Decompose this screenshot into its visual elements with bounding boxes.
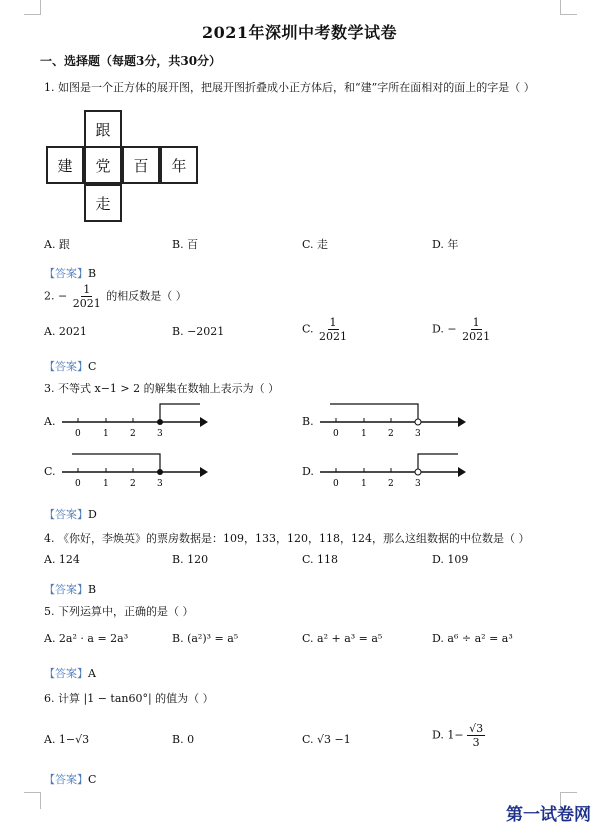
- q2-answer: [44, 355, 96, 374]
- answer-tag: 【答案】: [44, 773, 88, 786]
- q4-answer: [44, 578, 96, 597]
- tick-2: 2: [388, 429, 394, 439]
- q2-frac-num: 1: [83, 283, 91, 296]
- net-cell-zou: 走: [84, 184, 122, 222]
- answer-value: C: [88, 773, 97, 786]
- q2-option-c[interactable]: [302, 316, 349, 343]
- q3-label-d[interactable]: D.: [302, 465, 314, 478]
- q2-c-num: 1: [329, 316, 337, 329]
- net-cell-gen: 跟: [84, 110, 122, 148]
- q2-option-d[interactable]: [432, 316, 492, 343]
- q2-c-den: 2021: [319, 330, 348, 343]
- q6-option-d-fraction: [467, 722, 485, 749]
- q5-option-d[interactable]: D. a⁶ ÷ a² = a³: [432, 632, 513, 645]
- q6-d-num: √3: [469, 722, 484, 735]
- corner-mark-bottom-left: [24, 792, 41, 809]
- q2-option-c-label: C.: [302, 322, 314, 336]
- section-heading: 一、选择题（每题3分，共30分）: [40, 54, 222, 68]
- tick-3: 3: [415, 429, 421, 439]
- q1-option-a[interactable]: A. 跟: [44, 238, 70, 251]
- q1-option-d[interactable]: D. 年: [432, 238, 459, 251]
- answer-value: B: [88, 267, 97, 280]
- answer-value: A: [88, 667, 96, 680]
- q2-option-a[interactable]: A. 2021: [44, 325, 87, 338]
- q4-option-d[interactable]: D. 109: [432, 553, 469, 566]
- page-title: 2021年深圳中考数学试卷: [201, 23, 398, 42]
- tick-1: 1: [361, 429, 367, 439]
- answer-value: D: [88, 508, 97, 521]
- q6-option-d[interactable]: [432, 722, 485, 749]
- number-line-b: [318, 400, 468, 440]
- tick-0: 0: [75, 429, 81, 439]
- q3-label-c[interactable]: C.: [44, 465, 56, 478]
- question-5-text: 5. 下列运算中，正确的是（ ）: [44, 605, 194, 618]
- tick-3: 3: [415, 479, 421, 489]
- q4-option-c[interactable]: C. 118: [302, 553, 339, 566]
- q5-answer: [44, 662, 96, 681]
- site-watermark: 第一试卷网: [506, 805, 591, 825]
- q2-d-den: 2021: [462, 330, 491, 343]
- question-6-text: 6. 计算 |1 − tan60°| 的值为（ ）: [44, 692, 214, 705]
- q6-option-c[interactable]: C. √3 −1: [302, 733, 351, 746]
- q6-option-d-label: D. 1−: [432, 728, 464, 742]
- corner-mark-top-right: [560, 0, 577, 15]
- question-1-text: 1. 如图是一个正方体的展开图，把展开图折叠成小正方体后，和“建”字所在面相对的面上的字是（ ）: [44, 81, 535, 94]
- q2-option-c-fraction: [317, 316, 349, 343]
- q4-option-a[interactable]: A. 124: [44, 553, 80, 566]
- tick-1: 1: [103, 429, 109, 439]
- q2-fraction: [71, 283, 103, 310]
- q2-prefix: 2. −: [44, 289, 68, 303]
- q2-suffix: 的相反数是（ ）: [106, 289, 187, 303]
- tick-2: 2: [130, 479, 136, 489]
- tick-3: 3: [157, 479, 163, 489]
- answer-tag: 【答案】: [44, 583, 88, 596]
- q5-option-b[interactable]: B. (a²)³ = a⁵: [172, 632, 239, 645]
- q5-option-a[interactable]: A. 2a² · a = 2a³: [44, 632, 129, 645]
- answer-value: B: [88, 583, 97, 596]
- q3-label-a[interactable]: A.: [44, 415, 56, 428]
- q6-option-b[interactable]: B. 0: [172, 733, 195, 746]
- q2-d-num: 1: [472, 316, 480, 329]
- question-2-text: [44, 283, 187, 310]
- q3-label-b[interactable]: B.: [302, 415, 314, 428]
- tick-1: 1: [361, 479, 367, 489]
- answer-tag: 【答案】: [44, 508, 88, 521]
- q6-option-a[interactable]: A. 1−√3: [44, 733, 90, 746]
- tick-2: 2: [130, 429, 136, 439]
- net-cell-bai: 百: [122, 146, 160, 184]
- q3-answer: [44, 503, 97, 522]
- net-cell-dang: 党: [84, 146, 122, 184]
- question-4-text: 4. 《你好，李焕英》的票房数据是：109，133，120，118，124，那么这组数据的中位数是（ ）: [44, 532, 530, 545]
- number-line-a: [60, 400, 210, 440]
- net-cell-jian: 建: [46, 146, 84, 184]
- q1-option-b[interactable]: B. 百: [172, 238, 199, 251]
- q6-answer: [44, 768, 96, 787]
- corner-mark-top-left: [24, 0, 41, 15]
- answer-tag: 【答案】: [44, 667, 88, 680]
- answer-tag: 【答案】: [44, 360, 88, 373]
- number-line-d: [318, 450, 468, 490]
- q2-option-b[interactable]: B. −2021: [172, 325, 225, 338]
- tick-2: 2: [388, 479, 394, 489]
- q2-option-d-label: D. −: [432, 322, 457, 336]
- q4-option-b[interactable]: B. 120: [172, 553, 209, 566]
- question-3-text: 3. 不等式 x−1 > 2 的解集在数轴上表示为（ ）: [44, 382, 280, 395]
- q1-answer: [44, 262, 96, 281]
- q1-option-c[interactable]: C. 走: [302, 238, 329, 251]
- number-line-c: [60, 450, 210, 490]
- tick-1: 1: [103, 479, 109, 489]
- answer-value: C: [88, 360, 97, 373]
- q6-d-den: 3: [472, 736, 480, 749]
- tick-0: 0: [333, 429, 339, 439]
- answer-tag: 【答案】: [44, 267, 88, 280]
- q2-frac-den: 2021: [72, 297, 101, 310]
- q5-option-c[interactable]: C. a² + a³ = a⁵: [302, 632, 383, 645]
- tick-0: 0: [75, 479, 81, 489]
- tick-0: 0: [333, 479, 339, 489]
- net-cell-nian: 年: [160, 146, 198, 184]
- q2-option-d-fraction: [460, 316, 492, 343]
- tick-3: 3: [157, 429, 163, 439]
